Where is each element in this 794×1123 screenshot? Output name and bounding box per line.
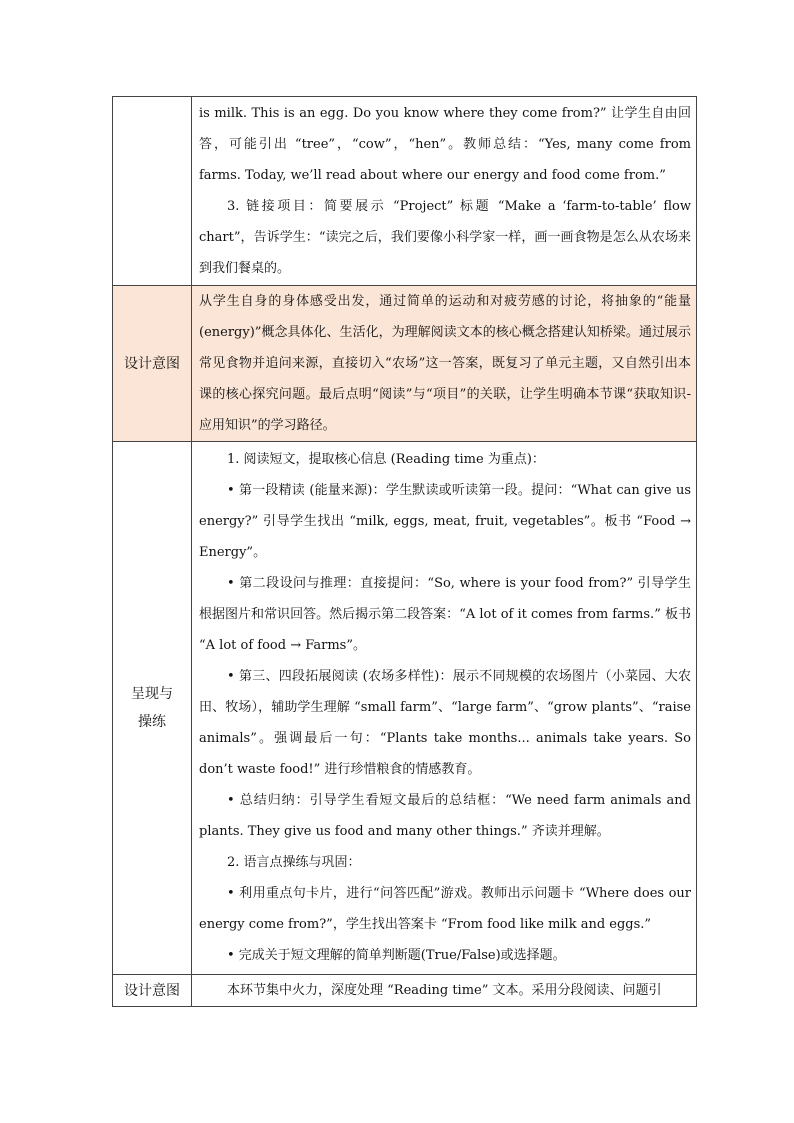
paragraph: • 总结归纳：引导学生看短文最后的总结框：“We need farm animals and plants. They give us food and many other things.” 齐读并理解。 (199, 793, 691, 839)
paragraph: 本环节集中火力，深度处理 “Reading time” 文本。采用分段阅读、问题引 (227, 983, 662, 998)
paragraph: 2. 语言点操练与巩固： (227, 855, 361, 870)
row-content (192, 442, 697, 975)
paragraph: 从学生自身的身体感受出发，通过简单的运动和对疲劳感的讨论，将抽象的“能量(energy)”概念具体化、生活化，为理解阅读文本的核心概念搭建认知桥梁。通过展示常见食物并追问来源，直接切入“农场”这一答案，既复习了单元主题，又自然引出本课的核心探究问题。最后点明“阅读”与“项目”的关联，让学生明确本节课“获取知识-应用知识”的学习路径。 (199, 294, 691, 433)
paragraph: • 利用重点句卡片，进行“问答匹配”游戏。教师出示问题卡 “Where does our energy come from?”，学生找出答案卡 “From food like milk and eggs.” (199, 886, 691, 932)
paragraph: • 完成关于短文理解的简单判断题(True/False)或选择题。 (227, 948, 566, 963)
row-content (192, 975, 697, 1007)
row-label-design-intent: 设计意图 (113, 975, 192, 1007)
row-label-presentation (113, 442, 192, 975)
row-label-design-intent: 设计意图 (113, 286, 192, 442)
label-line: 操练 (138, 714, 166, 730)
table-row-design-intent (113, 286, 697, 442)
paragraph: is milk. This is an egg. Do you know where they come from?” 让学生自由回答，可能引出 “tree”，“cow”，“hen”。教师总结：“Yes, many come from farms. Today, we’ll read about where our energy and food come from.” (199, 106, 691, 183)
label-line: 呈现与 (131, 686, 173, 702)
paragraph: • 第二段设问与推理：直接提问：“So, where is your food from?” 引导学生根据图片和常识回答。然后揭示第二段答案：“A lot of it comes from farms.” 板书 “A lot of food → Farms”。 (199, 576, 691, 653)
table-row-design-intent-2 (113, 975, 697, 1007)
paragraph: • 第三、四段拓展阅读 (农场多样性)：展示不同规模的农场图片（小菜园、大农田、牧场），辅助学生理解 “small farm”、“large farm”、“grow plants”、“raise animals”。强调最后一句：“Plants take months... animals take years. So don’t waste food!” 进行珍惜粮食的情感教育。 (199, 669, 691, 777)
table-row (113, 97, 697, 286)
paragraph: 3. 链接项目：简要展示 “Project” 标题 “Make a ‘farm-to-table’ flow chart”，告诉学生：“读完之后，我们要像小科学家一样，画一画食物是怎么从农场来到我们餐桌的。 (199, 199, 691, 276)
row-label-empty (113, 97, 192, 286)
row-content (192, 286, 697, 442)
lesson-plan-table (112, 96, 697, 1007)
paragraph: • 第一段精读 (能量来源)：学生默读或听读第一段。提问：“What can give us energy?” 引导学生找出 “milk, eggs, meat, fruit, vegetables”。板书 “Food → Energy”。 (199, 483, 691, 560)
row-content (192, 97, 697, 286)
table-row-presentation (113, 442, 697, 975)
paragraph: 1. 阅读短文，提取核心信息 (Reading time 为重点)： (227, 452, 545, 467)
